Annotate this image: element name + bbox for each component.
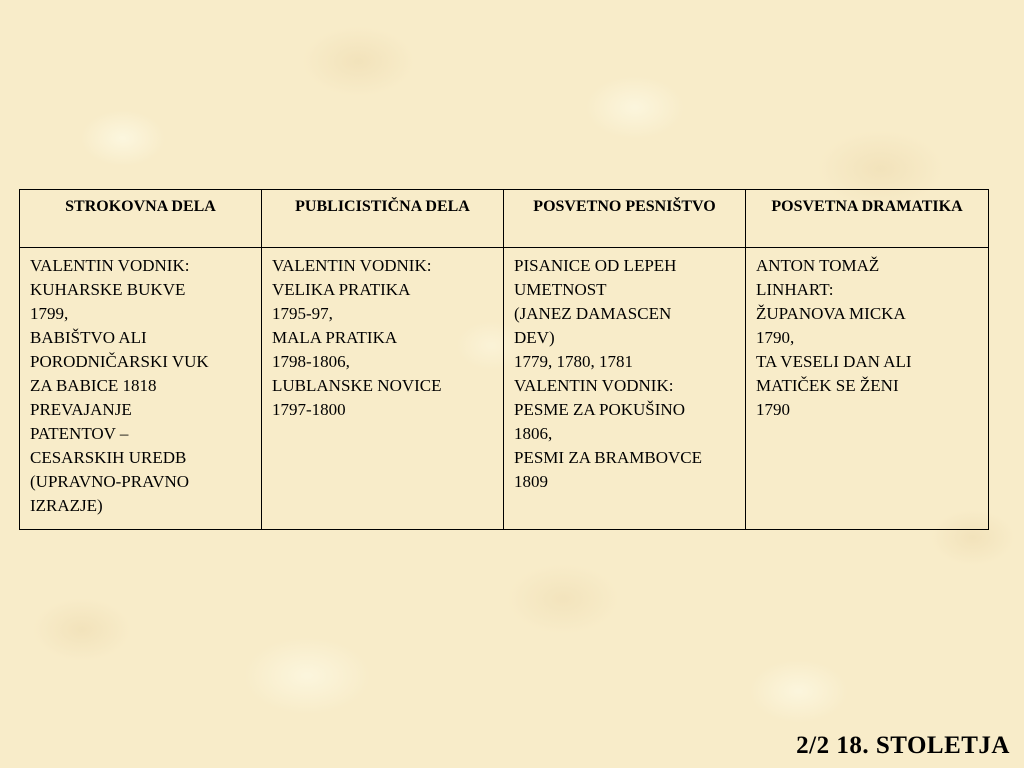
- header-posvetno-pesnistvo: POSVETNO PESNIŠTVO: [504, 190, 746, 248]
- cell-line: VALENTIN VODNIK:: [30, 256, 190, 275]
- cell-line: CESARSKIH UREDB: [30, 448, 187, 467]
- slide-footer-label: 2/2 18. STOLETJA: [796, 732, 1010, 759]
- header-strokovna-dela: STROKOVNA DELA: [20, 190, 262, 248]
- header-posvetna-dramatika: POSVETNA DRAMATIKA: [746, 190, 989, 248]
- cell-line: (JANEZ DAMASCEN: [514, 304, 672, 323]
- table-row: [20, 248, 989, 530]
- cell-line: PISANICE OD LEPEH: [514, 256, 677, 275]
- literature-table: [19, 189, 989, 530]
- cell-line: 1795-97,: [272, 304, 333, 323]
- cell-line: PATENTOV –: [30, 424, 129, 443]
- cell-line: 1797-1800: [272, 400, 346, 419]
- cell-line: 1790,: [756, 328, 795, 347]
- cell-line: DEV): [514, 328, 555, 347]
- cell-line: UMETNOST: [514, 280, 607, 299]
- cell-line: IZRAZJE): [30, 496, 103, 515]
- cell-line: 1806,: [514, 424, 553, 443]
- cell-line: (UPRAVNO-PRAVNO: [30, 472, 190, 491]
- cell-publicisticna-dela: [262, 248, 504, 530]
- cell-posvetna-dramatika: [746, 248, 989, 530]
- cell-line: 1790: [756, 400, 790, 419]
- cell-line: 1779, 1780, 1781: [514, 352, 633, 371]
- table-header-row: [20, 190, 989, 248]
- cell-line: TA VESELI DAN ALI: [756, 352, 912, 371]
- cell-line: 1799,: [30, 304, 69, 323]
- cell-line: BABIŠTVO ALI: [30, 328, 147, 347]
- header-publicisticna-dela: PUBLICISTIČNA DELA: [262, 190, 504, 248]
- cell-line: VELIKA PRATIKA: [272, 280, 411, 299]
- cell-line: ZA BABICE 1818: [30, 376, 157, 395]
- cell-line: KUHARSKE BUKVE: [30, 280, 186, 299]
- cell-line: LINHART:: [756, 280, 834, 299]
- cell-line: VALENTIN VODNIK:: [272, 256, 432, 275]
- cell-posvetno-pesnistvo: [504, 248, 746, 530]
- cell-line: LUBLANSKE NOVICE: [272, 376, 442, 395]
- cell-line: PESME ZA POKUŠINO: [514, 400, 685, 419]
- cell-line: PREVAJANJE: [30, 400, 132, 419]
- cell-line: PORODNIČARSKI VUK: [30, 352, 209, 371]
- cell-strokovna-dela: [20, 248, 262, 530]
- cell-line: PESMI ZA BRAMBOVCE: [514, 448, 702, 467]
- cell-line: 1798-1806,: [272, 352, 350, 371]
- cell-line: ANTON TOMAŽ: [756, 256, 880, 275]
- cell-line: ŽUPANOVA MICKA: [756, 304, 906, 323]
- cell-line: MALA PRATIKA: [272, 328, 398, 347]
- cell-line: 1809: [514, 472, 548, 491]
- cell-line: VALENTIN VODNIK:: [514, 376, 674, 395]
- cell-line: MATIČEK SE ŽENI: [756, 376, 899, 395]
